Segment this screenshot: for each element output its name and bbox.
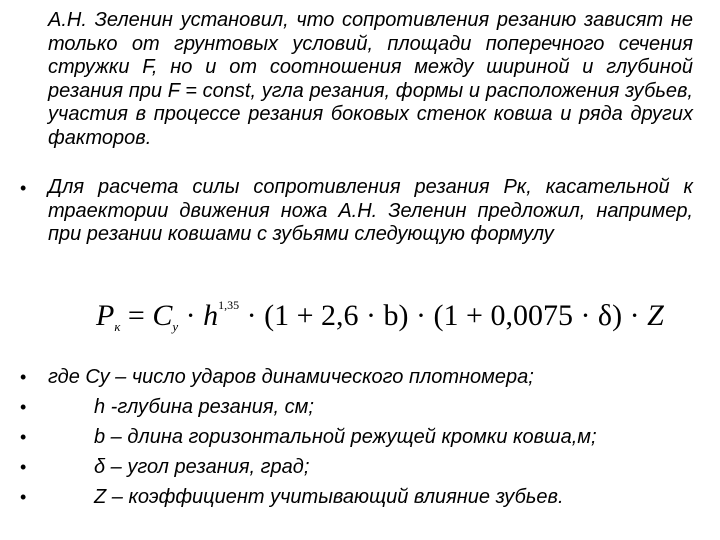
paragraph-intro — [48, 9, 693, 150]
legend-text: Z – коэффициент учитывающий влияние зубьев. — [94, 486, 564, 508]
paragraph-formula-intro-text: Для расчета силы сопротивления резания Рк, касательной к траектории движения ножа А.Н. Зеленин предложил, например, при резании ковшами с зубьями следующую формулу — [48, 176, 693, 245]
formula-z: Z — [647, 299, 664, 332]
bullet-marker: • — [20, 178, 27, 198]
bullet-marker: • — [20, 457, 27, 477]
paragraph-intro-text: А.Н. Зеленин установил, что сопротивления резанию зависят не только от грунтовых условий, площади поперечного сечения стружки F, но и от соотношения между шириной и глубиной резания при F = const, угла резания, формы и расположения зубьев, участия в процессе резания боковых стенок ковша и ряда других факторов. — [48, 9, 693, 149]
formula-dot: · — [185, 299, 196, 332]
bullet-marker: • — [20, 397, 27, 417]
legend-text: b – длина горизонтальной режущей кромки ковша,м; — [94, 426, 597, 448]
legend-text: где Су – число ударов динамического плотномера; — [48, 366, 534, 388]
bullet-marker: • — [20, 487, 27, 507]
legend-row — [0, 422, 720, 452]
legend-text: δ – угол резания, град; — [94, 456, 310, 478]
legend-row — [0, 452, 720, 482]
formula-h-exponent: 1,35 — [218, 298, 240, 312]
formula-equals: = — [127, 299, 145, 332]
bullet-marker: • — [20, 367, 27, 387]
formula-dot: · — [629, 299, 640, 332]
formula-dot: · — [246, 299, 257, 332]
formula-term-b: (1 + 2,6 · b) — [264, 299, 409, 332]
formula-dot: · — [416, 299, 427, 332]
legend-row — [0, 392, 720, 422]
legend-row — [0, 482, 720, 512]
legend-row — [0, 362, 720, 392]
paragraph-formula-intro — [48, 176, 693, 247]
formula-term-delta: (1 + 0,0075 · δ) — [433, 299, 623, 332]
formula-coefficient-subscript: у — [172, 319, 179, 334]
legend-text: h -глубина резания, см; — [94, 396, 314, 418]
formula-coefficient: C — [152, 299, 173, 332]
formula-lhs: P — [96, 299, 115, 332]
formula-lhs-subscript: к — [114, 319, 121, 334]
bullet-marker: • — [20, 427, 27, 447]
formula-h: h — [203, 299, 219, 332]
cutting-resistance-formula — [96, 298, 676, 348]
